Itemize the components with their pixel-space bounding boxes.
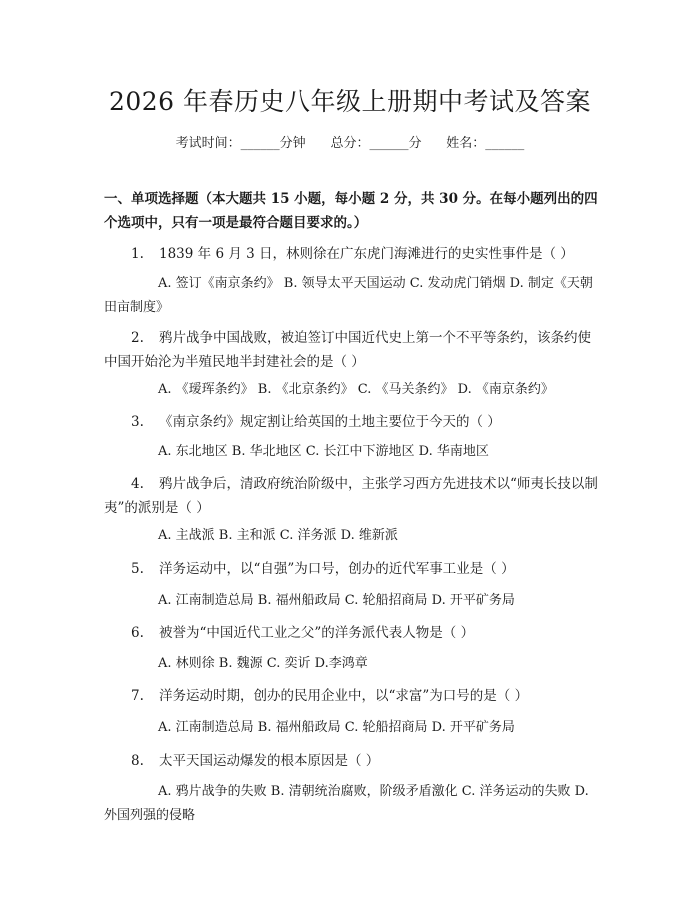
question-number: 8. bbox=[131, 753, 144, 769]
question-number: 7. bbox=[131, 688, 144, 704]
question-2 bbox=[104, 326, 600, 374]
question-8 bbox=[104, 749, 600, 773]
total-score-field: 总分：______分 bbox=[330, 136, 422, 151]
question-6 bbox=[104, 621, 600, 645]
question-number: 4. bbox=[131, 476, 144, 492]
exam-time-field: 考试时间：______分钟 bbox=[175, 136, 306, 151]
question-text: 洋务运动时期，创办的民用企业中，以“求富”为口号的是（ ） bbox=[159, 688, 529, 704]
question-7-options: A. 江南制造总局 B. 福州船政局 C. 轮船招商局 D. 开平矿务局 bbox=[158, 720, 515, 735]
question-2-options: A. 《瑷珲条约》 B. 《北京条约》 C. 《马关条约》 D. 《南京条约》 bbox=[158, 382, 554, 397]
question-text: 1839 年 6 月 3 日，林则徐在广东虎门海滩进行的史实性事件是（ ） bbox=[159, 246, 574, 262]
question-1-options: A. 签订《南京条约》 B. 领导太平天国运动 C. 发动虎门销烟 D. 制定《天朝田亩制度》 bbox=[104, 276, 593, 315]
question-number: 2. bbox=[131, 330, 144, 346]
question-text: 鸦片战争后，清政府统治阶级中，主张学习西方先进技术以“师夷长技以制夷”的派别是（ ） bbox=[104, 476, 598, 516]
question-text: 洋务运动中，以“自强”为口号，创办的近代军事工业是（ ） bbox=[159, 561, 515, 577]
question-3 bbox=[104, 410, 600, 434]
question-text: 太平天国运动爆发的根本原因是（ ） bbox=[159, 753, 380, 769]
question-4-options: A. 主战派 B. 主和派 C. 洋务派 D. 维新派 bbox=[158, 528, 398, 543]
section-heading: 一、单项选择题（本大题共 15 小题，每小题 2 分，共 30 分。在每小题列出的四个选项中，只有一项是最符合题目要求的。） bbox=[104, 191, 598, 231]
question-8-options: A. 鸦片战争的失败 B. 清朝统治腐败，阶级矛盾激化 C. 洋务运动的失败 D. 外国列强的侵略 bbox=[104, 784, 589, 823]
exam-info-line bbox=[0, 132, 700, 151]
question-number: 3. bbox=[131, 414, 144, 430]
question-6-options: A. 林则徐 B. 魏源 C. 奕䜣 D.李鸿章 bbox=[158, 656, 368, 671]
student-name-field: 姓名：______ bbox=[446, 136, 525, 151]
question-5-options: A. 江南制造总局 B. 福州船政局 C. 轮船招商局 D. 开平矿务局 bbox=[158, 593, 515, 608]
question-7 bbox=[104, 684, 600, 708]
question-number: 1. bbox=[131, 246, 144, 262]
question-text: 鸦片战争中国战败，被迫签订中国近代史上第一个不平等条约，该条约使中国开始沦为半殖民地半封建社会的是（ ） bbox=[104, 330, 591, 370]
question-4 bbox=[104, 472, 600, 520]
question-number: 6. bbox=[131, 625, 144, 641]
question-5 bbox=[104, 557, 600, 581]
question-text: 被誉为“中国近代工业之父”的洋务派代表人物是（ ） bbox=[159, 625, 475, 641]
question-1 bbox=[104, 242, 600, 266]
question-3-options: A. 东北地区 B. 华北地区 C. 长江中下游地区 D. 华南地区 bbox=[158, 444, 489, 459]
question-number: 5. bbox=[131, 561, 144, 577]
question-text: 《南京条约》规定割让给英国的土地主要位于今天的（ ） bbox=[159, 414, 501, 430]
exam-title: 2026 年春历史八年级上册期中考试及答案 bbox=[108, 87, 592, 116]
